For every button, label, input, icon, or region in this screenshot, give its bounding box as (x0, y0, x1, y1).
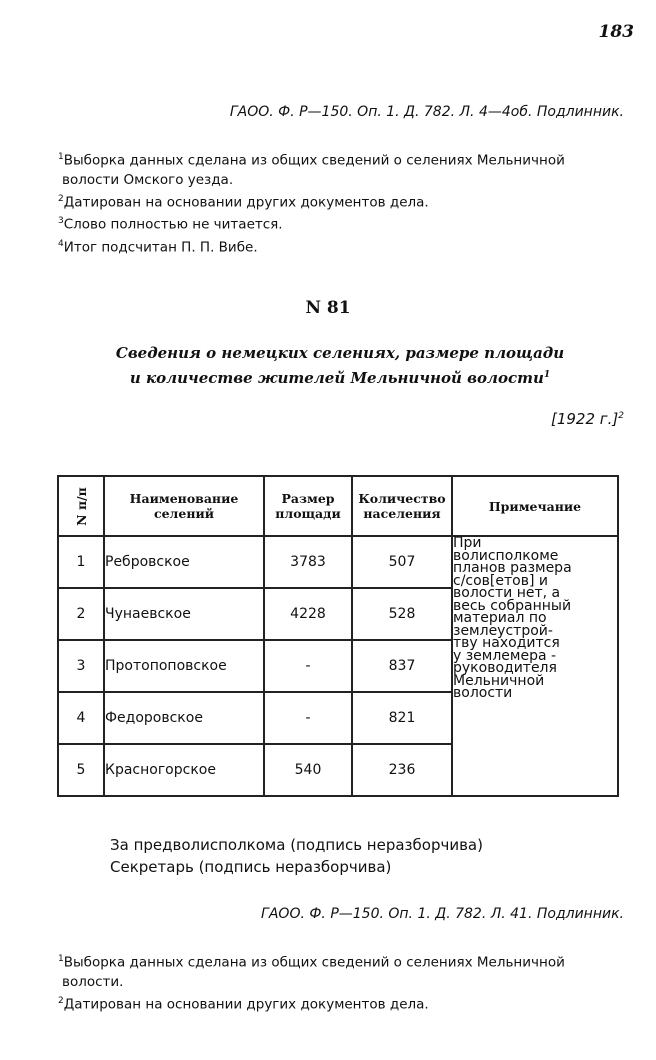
title-line: Сведения о немецких селениях, размере площади (115, 344, 565, 362)
area-value: 3783 (264, 536, 352, 588)
note-cell: При волисполкоме планов размера с/сов[етов] и волости нет, а весь собранный материал по землеустрой- тву находится у землемера - руководителя Мельничной волости (452, 536, 618, 796)
area-value: 540 (264, 744, 352, 796)
area-value: 4228 (264, 588, 352, 640)
area-value: - (264, 640, 352, 692)
archive-reference-2: ГАОО. Ф. Р—150. Оп. 1. Д. 782. Л. 41. Подлинник. (261, 906, 624, 922)
header-area: Размер площади (264, 476, 352, 536)
settlement-name: Красногорское (104, 744, 264, 796)
archive-reference-1: ГАОО. Ф. Р—150. Оп. 1. Д. 782. Л. 4—4об. Подлинник. (229, 104, 624, 120)
row-number: 1 (58, 536, 104, 588)
date-footnote-mark: 2 (618, 411, 624, 421)
area-value: - (264, 692, 352, 744)
row-number: 4 (58, 692, 104, 744)
population-value: 236 (352, 744, 452, 796)
footnote: $^1$Выборка данных сделана из общих сведений о селениях Мельничной (58, 152, 565, 169)
footnotes-2 (58, 950, 618, 1014)
header-number: N п/п (58, 476, 104, 536)
population-value: 837 (352, 640, 452, 692)
document-title (60, 342, 620, 389)
footnote: волости. (62, 973, 124, 990)
footnote: $^2$Датирован на основании других документов дела. (58, 193, 429, 210)
settlement-name: Чунаевское (104, 588, 264, 640)
footnote: волости Омского уезда. (62, 171, 234, 188)
settlements-table (57, 475, 619, 797)
table-header-row (58, 476, 618, 536)
footnote: $^2$Датирован на основании других документов дела. (58, 995, 429, 1012)
document-date: [1922 г.]$^2$ (550, 410, 624, 428)
header-name: Наименование селений (104, 476, 264, 536)
footnotes-1 (58, 148, 618, 257)
population-value: 821 (352, 692, 452, 744)
settlement-name: Ребровское (104, 536, 264, 588)
header-note: Примечание (452, 476, 618, 536)
table-row (58, 536, 618, 588)
footnote: $^1$Выборка данных сделана из общих сведений о селениях Мельничной (58, 954, 565, 971)
page-number: 183 (598, 22, 634, 42)
title-footnote-mark: 1 (543, 370, 551, 380)
settlement-name: Федоровское (104, 692, 264, 744)
population-value: 507 (352, 536, 452, 588)
document-number: N 81 (305, 298, 351, 318)
row-number: 5 (58, 744, 104, 796)
row-number: 2 (58, 588, 104, 640)
header-population: Количество населения (352, 476, 452, 536)
title-line: и количестве жителей Мельничной волости$^1$ (129, 369, 551, 387)
footnote: $^3$Слово полностью не читается. (58, 216, 283, 233)
population-value: 528 (352, 588, 452, 640)
signature-chairman: За предволисполкома (подпись неразборчива) (110, 836, 483, 854)
row-number: 3 (58, 640, 104, 692)
signature-secretary: Секретарь (подпись неразборчива) (110, 858, 392, 876)
footnote: $^4$Итог подсчитан П. П. Вибе. (58, 238, 258, 255)
settlement-name: Протопоповское (104, 640, 264, 692)
